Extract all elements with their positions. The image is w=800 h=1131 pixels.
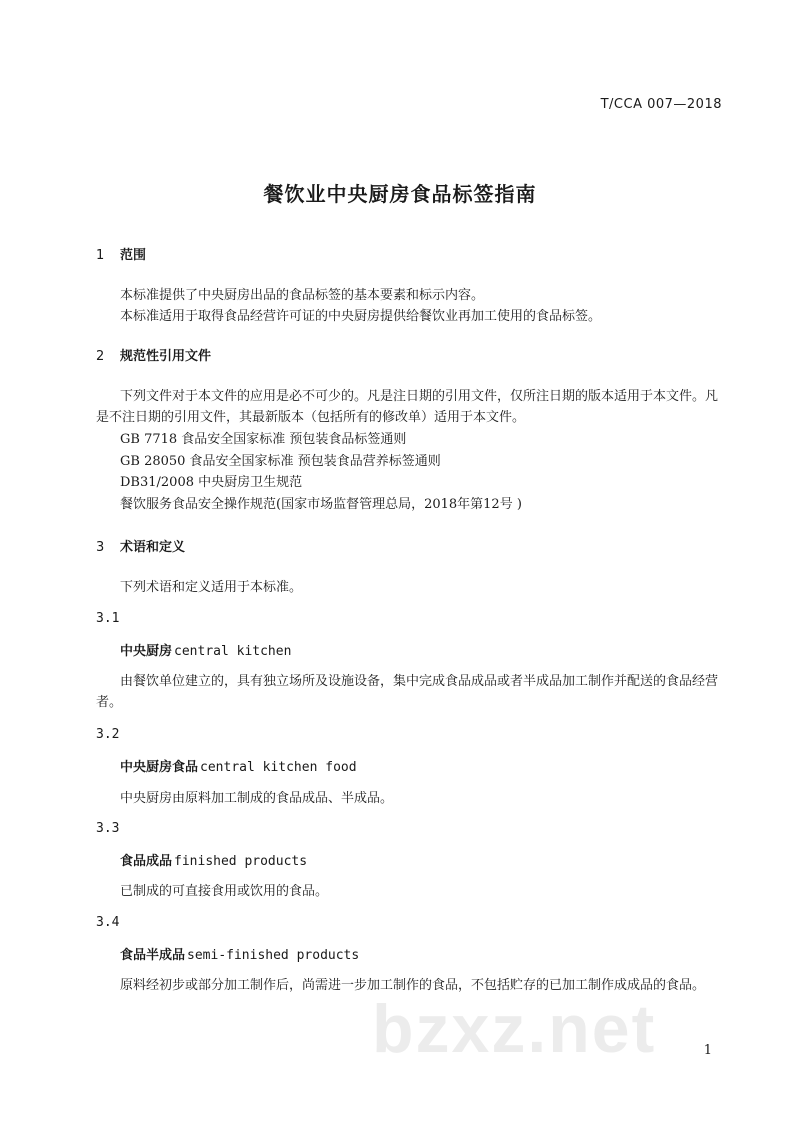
page-number: 1 [703,1043,712,1058]
term-definition: 由餐饮单位建立的，具有独立场所及设施设备，集中完成食品成品或者半成品加工制作并配送的食品经营者。 [96,674,719,710]
section-1-paragraph-2: 本标准适用于取得食品经营许可证的中央厨房提供给餐饮业再加工使用的食品标签。 [120,309,602,324]
section-1-paragraph-1: 本标准提供了中央厨房出品的食品标签的基本要素和标示内容。 [120,288,485,303]
section-2-intro: 下列文件对于本文件的应用是必不可少的。凡是注日期的引用文件，仅所注日期的版本适用于本文件。凡是不注日期的引用文件，其最新版本（包括所有的修改单）适用于本文件。 [96,389,719,425]
section-title: 术语和定义 [120,540,186,555]
term-heading [120,640,291,659]
term-heading [120,944,359,963]
reference-item: GB 28050 食品安全国家标准 预包装食品营养标签通则 [120,454,441,469]
term-chinese: 食品成品 [120,854,173,869]
term-number: 3.4 [96,915,120,930]
section-title: 规范性引用文件 [120,349,212,364]
term-english: central kitchen food [200,760,357,775]
term-chinese: 中央厨房食品 [120,760,199,775]
term-number: 3.3 [96,821,120,836]
section-number: 1 [96,248,105,263]
reference-item: GB 7718 食品安全国家标准 预包装食品标签通则 [120,432,407,447]
reference-item: 餐饮服务食品安全操作规范(国家市场监督管理总局，2018年第12号 ) [120,497,522,512]
section-1-heading [96,245,146,266]
watermark: bzxz.net [372,991,657,1067]
term-definition: 中央厨房由原料加工制成的食品成品、半成品。 [120,791,394,806]
section-3-heading [96,537,185,558]
reference-item: DB31/2008 中央厨房卫生规范 [120,475,303,490]
term-definition: 原料经初步或部分加工制作后，尚需进一步加工制作的食品，不包括贮存的已加工制作成成品的食品。 [120,978,706,993]
term-number: 3.1 [96,611,120,626]
section-3-intro: 下列术语和定义适用于本标准。 [120,580,303,595]
section-number: 3 [96,540,105,555]
section-2-heading [96,346,211,367]
section-title: 范围 [120,248,147,263]
term-english: finished products [174,854,308,869]
term-heading [120,850,307,869]
term-chinese: 食品半成品 [120,948,186,963]
term-definition: 已制成的可直接食用或饮用的食品。 [120,884,329,899]
term-english: central kitchen [174,644,292,659]
standard-code: T/CCA 007—2018 [600,97,722,112]
term-chinese: 中央厨房 [120,644,173,659]
document-title: 餐饮业中央厨房食品标签指南 [263,182,537,206]
section-number: 2 [96,349,105,364]
term-heading [120,756,357,775]
term-number: 3.2 [96,727,120,742]
term-english: semi-finished products [187,948,360,963]
